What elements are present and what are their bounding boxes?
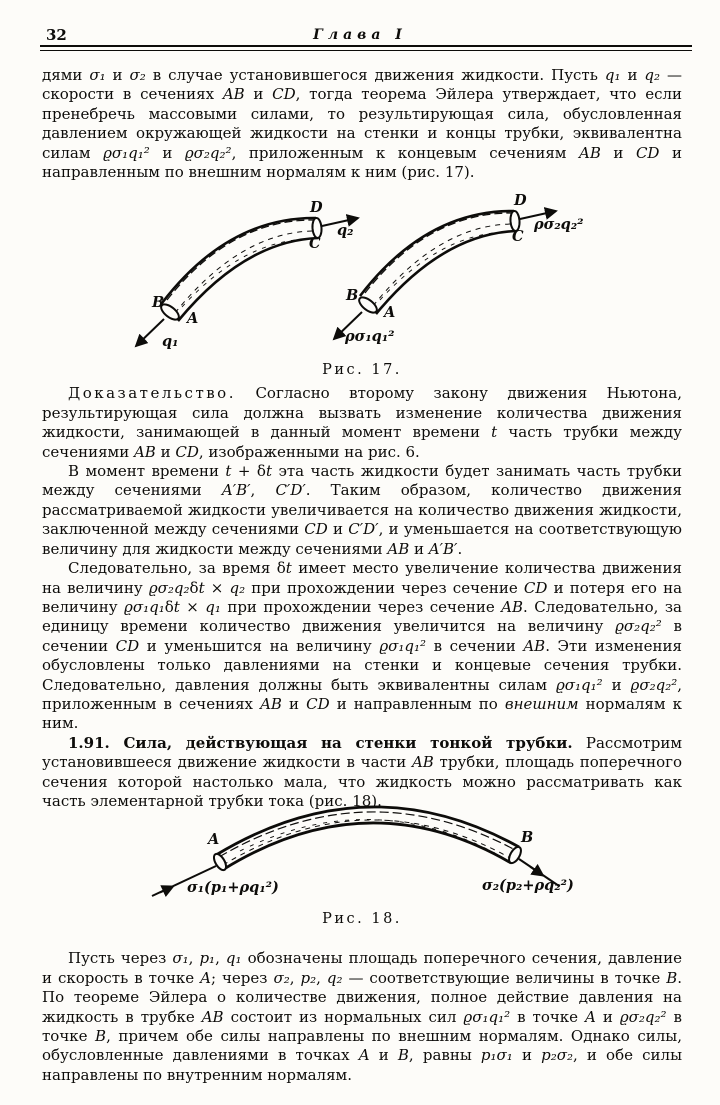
body-paragraph-6: Пусть через σ₁, p₁, q₁ обозначены площадь поперечного сечения, давление и скорость в точке A; через σ₂, p₂, q₂ — соответствующие величины в точке B. По теореме Эйлера о количестве движения, полное действие давления на жидкость в трубке AB состоит из нормальных сил ϱσ₁q₁² в точке A и ϱσ₂q₂² в точке B, причем обе силы направлены по внешним нормалям. Однако силы, обусловленные давлениями в точках A и B, равны p₁σ₁ и p₂σ₂, и обе силы направлены по внутренним нормалям. [42,949,683,1084]
body-paragraph-4: Следовательно, за время δt имеет место увеличение количества движения на величину ϱσ₂q₂δt × q₂ при прохождении через сечение CD и потеря его на величину ϱσ₁q₁δt × q₁ при прохождении через сечение AB. Следовательно, за единицу времени количество движения увеличится на величину ϱσ₂q₂² в сечении CD и уменьшится на величину ϱσ₁q₁² в сечении AB. Эти изменения обусловлены только давлениями на стенки и концевые сечения трубки. Следовательно, давления должны быть эквивалентны силам ϱσ₁q₁² и ϱσ₂q₂², приложенным в сечениях AB и CD и направленным по внешним нормалям к ним. [42,559,683,733]
body-paragraph-1: дями σ₁ и σ₂ в случае установившегося движения жидкости. Пусть q₁ и q₂ — скорости в сечениях AB и CD, тогда теорема Эйлера утверждает, что если пренебречь массовыми силами, то результирующая сила, обусловленная давлением окружающей жидкости на стенки и концы трубки, эквивалентна силам ϱσ₁q₁² и ϱσ₂q₂², приложенным к концевым сечениям AB и CD и направленным по внешним нормалям к ним (рис. 17). [42,66,683,182]
fig17-right-label-d: D [514,192,527,210]
section-paragraph-191: 1.91. Сила, действующая на стенки тонкой трубки. Рассмотрим установившееся движение жидкости в части AB трубки, площадь поперечного сечения которой настолько мала, что жидкость можно рассматривать как часть элементарной трубки тока (рис. 18). [42,733,682,810]
figure-17-caption: Рис. 17. [322,362,402,379]
tube-left [136,218,358,346]
fig17-right-label-force-in: ρσ₁q₁² [345,328,395,346]
figure-17 [42,182,682,384]
fig18-label-a: A [208,831,220,849]
fig18-label-force-right: σ₂(p₂+ρq₂²) [482,877,574,895]
figure-18-illustration [140,807,580,922]
fig17-right-label-c: C [512,228,524,246]
fig17-left-label-d: D [310,199,323,217]
fig17-left-label-b: B [152,294,165,312]
fig18-label-force-left: σ₁(p₁+ρq₁²) [187,879,279,897]
page-number: 32 [46,26,67,44]
fig17-left-label-q2: q₂ [337,222,354,240]
fig17-left-label-c: C [309,235,321,253]
fig17-left-label-a: A [187,310,199,328]
fig17-left-label-q1: q₁ [162,333,179,351]
fig18-label-b: B [521,829,534,847]
figure-18 [42,811,682,949]
header-rule [40,45,692,51]
chapter-header: Глава I [313,27,407,43]
fig17-right-label-b: B [346,287,359,305]
text-column [42,66,682,1085]
fig17-right-label-force-out: ρσ₂q₂² [534,216,584,234]
body-paragraph-3: В момент времени t + δt эта часть жидкости будет занимать часть трубки между сечениями A′B′, C′D′. Таким образом, количество движения рассматриваемой жидкости увеличивается на количество движения жидкости, заключенной между сечениями CD и C′D′, и уменьшается на соответствующую величину для жидкости между сечениями AB и A′B′. [42,462,682,558]
figure-18-caption: Рис. 18. [322,911,402,928]
body-paragraph-2: Доказательство. Согласно второму закону движения Ньютона, результирующая сила должна вызвать изменение количества движения жидкости, занимающей в данный момент времени t часть трубки между сечениями AB и CD, изображенными на рис. 6. [42,384,682,461]
fig17-right-label-a: A [384,304,396,322]
